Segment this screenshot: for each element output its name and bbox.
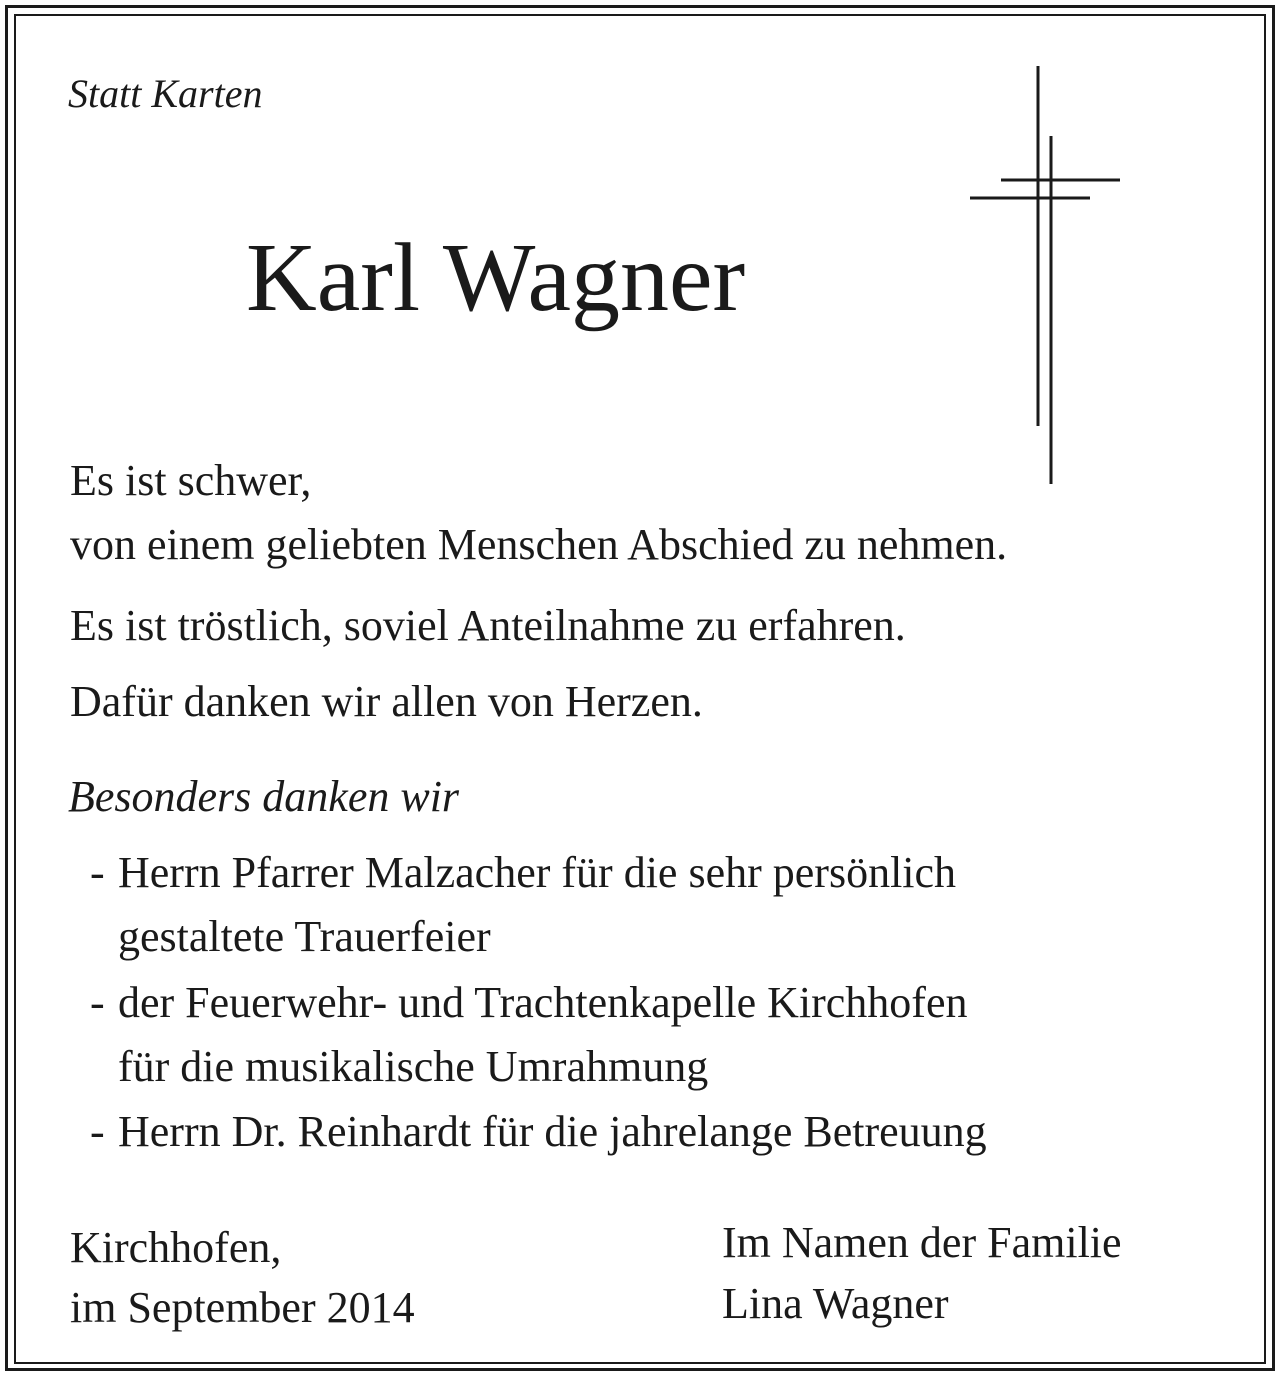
double-line-cross-icon — [960, 60, 1130, 490]
message-line-4: Dafür danken wir allen von Herzen. — [70, 677, 703, 726]
date-text: im September 2014 — [70, 1283, 415, 1332]
thanks-item-1-line-2: gestaltete Trauerfeier — [118, 912, 491, 961]
signature-line-2: Lina Wagner — [722, 1279, 949, 1328]
thanks-bullet-2: - — [90, 978, 105, 1027]
thanks-item-2-line-1: der Feuerwehr- und Trachtenkapelle Kirchhofen — [118, 978, 968, 1027]
signature-line-1: Im Namen der Familie — [722, 1218, 1122, 1267]
thanks-item-1-line-1: Herrn Pfarrer Malzacher für die sehr persönlich — [118, 848, 957, 897]
message-line-3: Es ist tröstlich, soviel Anteilnahme zu erfahren. — [70, 601, 906, 650]
thanks-item-3-line-1: Herrn Dr. Reinhardt für die jahrelange Betreuung — [118, 1107, 987, 1156]
thanks-bullet-1: - — [90, 848, 105, 897]
deceased-name: Karl Wagner — [246, 224, 746, 332]
thanks-item-2-line-2: für die musikalische Umrahmung — [118, 1042, 709, 1091]
place-name: Kirchhofen, — [70, 1223, 282, 1272]
thanks-bullet-3: - — [90, 1107, 105, 1156]
statt-karten-note: Statt Karten — [68, 71, 263, 116]
thanks-heading: Besonders danken wir — [68, 772, 460, 821]
message-line-1: Es ist schwer, — [70, 456, 312, 505]
message-line-2: von einem geliebten Menschen Abschied zu nehmen. — [70, 520, 1008, 569]
